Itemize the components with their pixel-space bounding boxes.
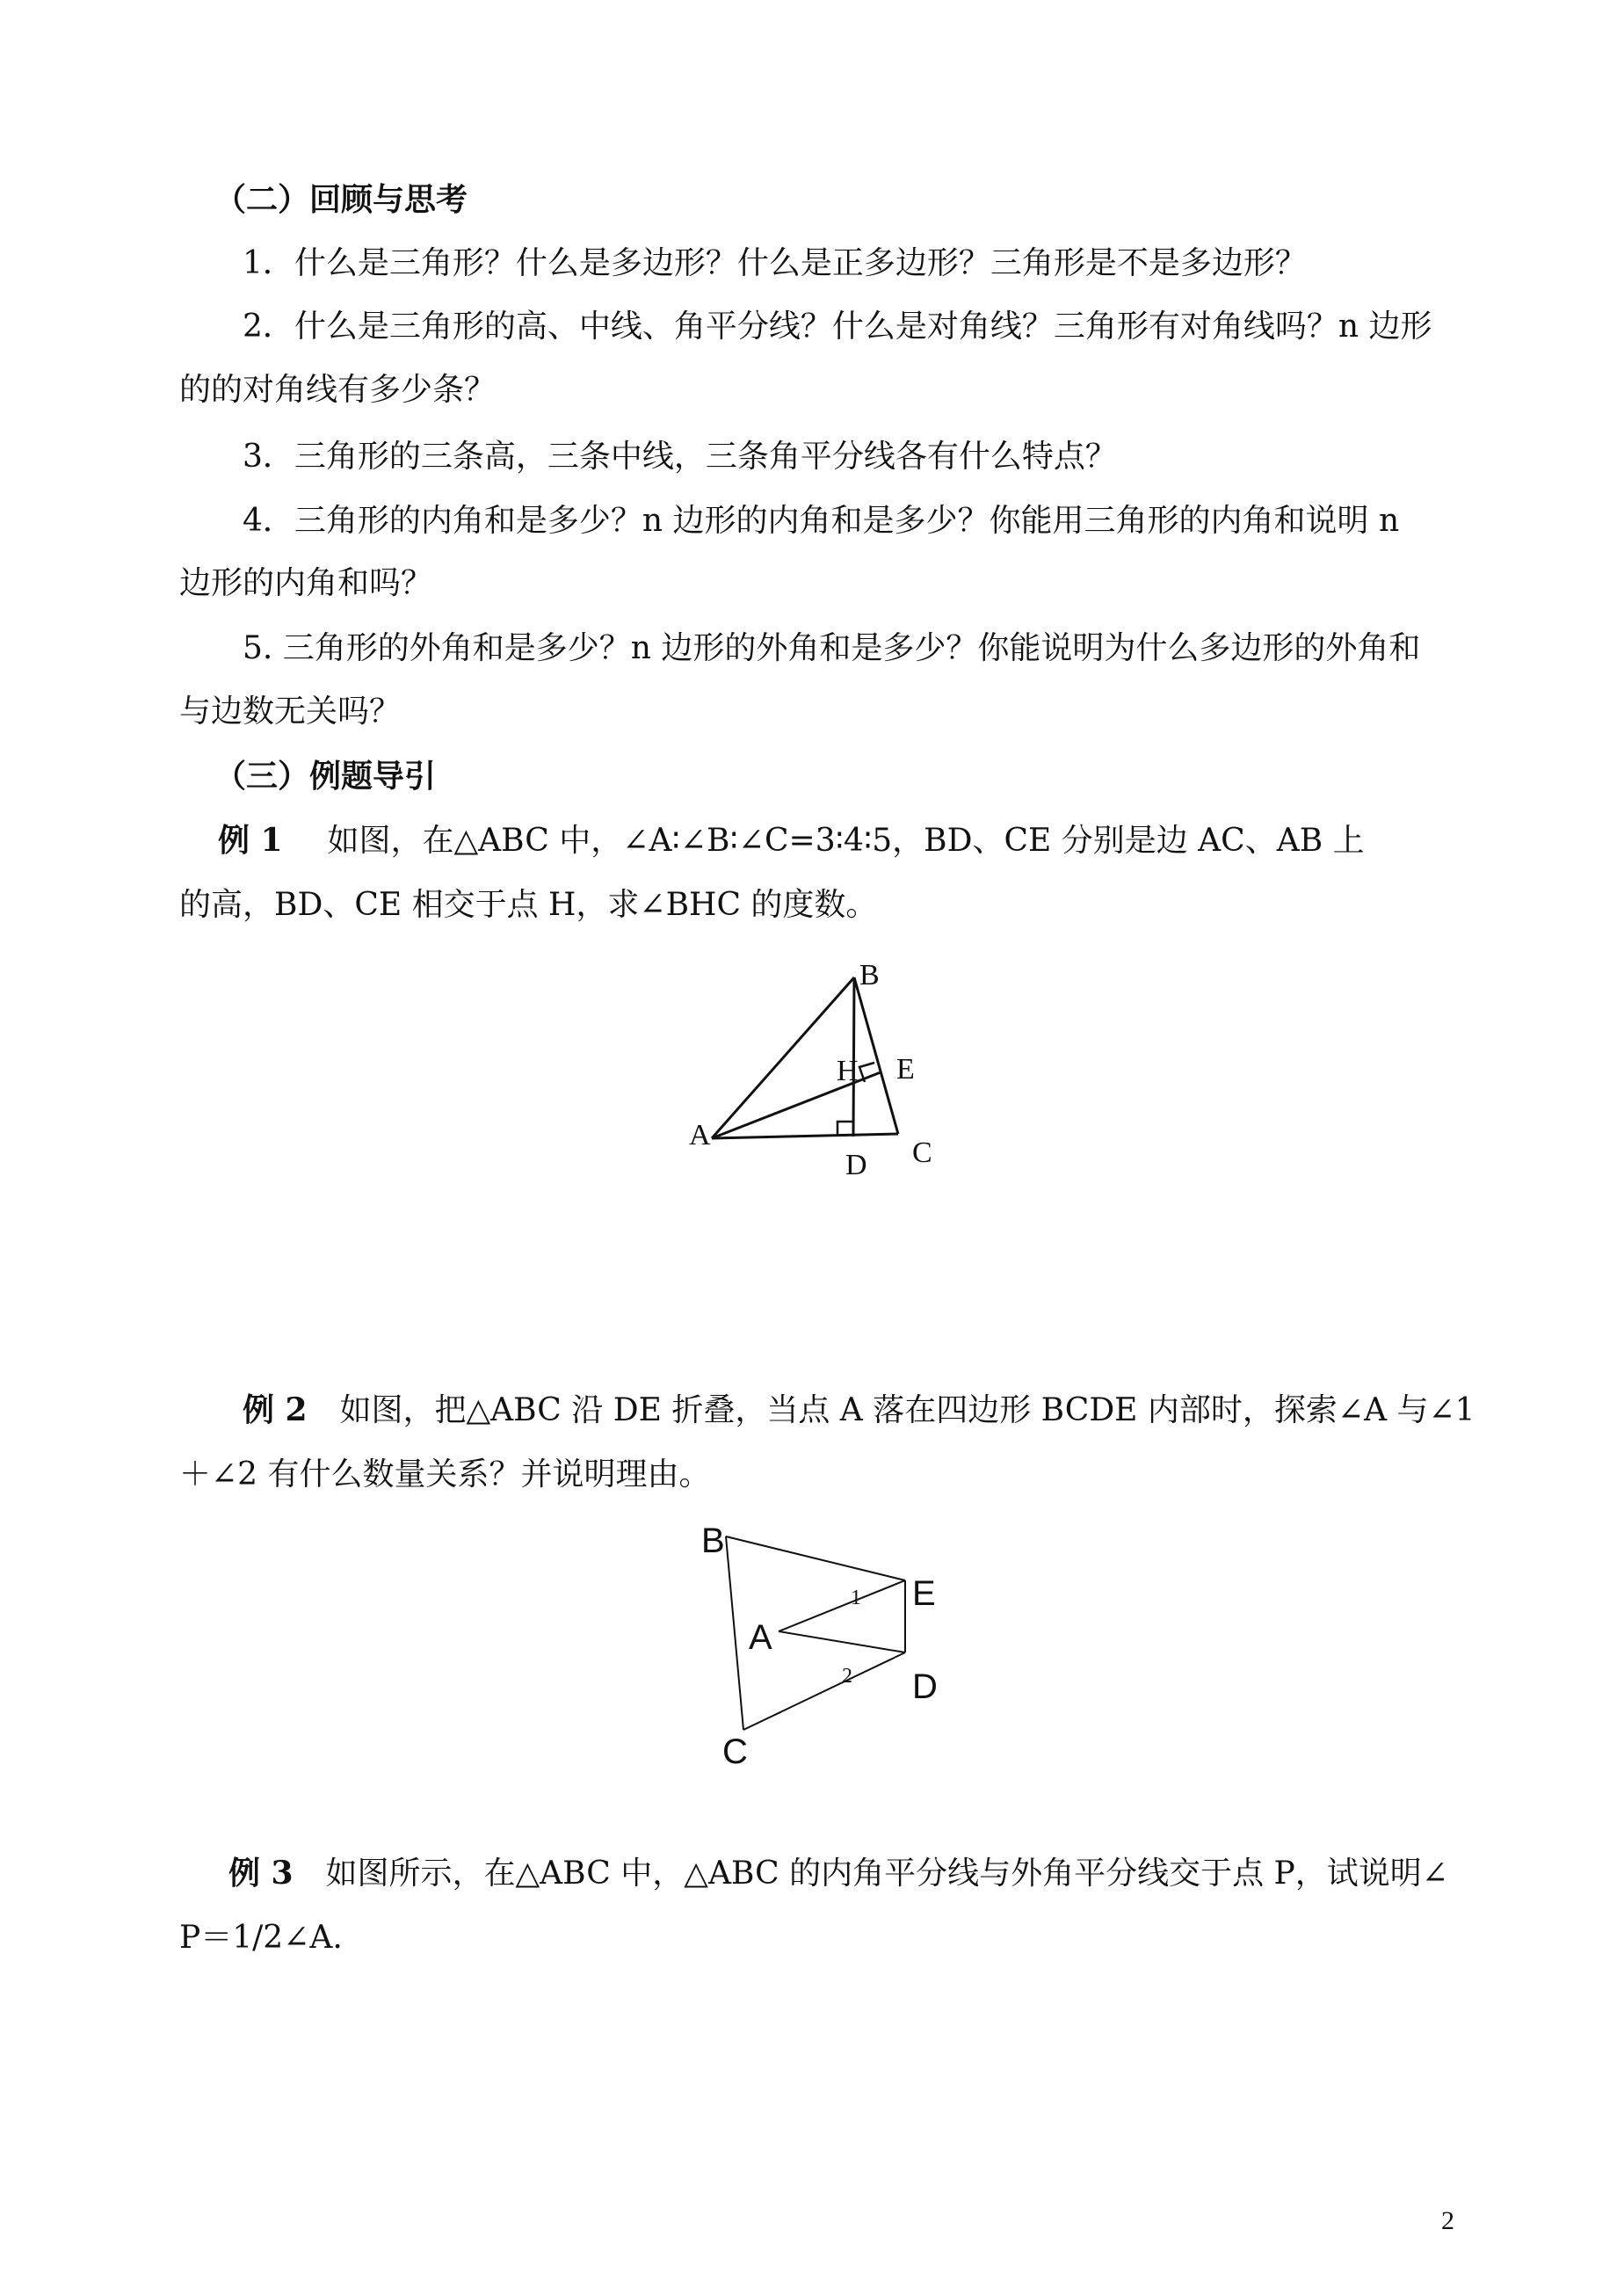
point-label-a: A [749, 1618, 772, 1657]
example-1-label: 例 1 [218, 822, 283, 859]
point-label-b: B [859, 959, 880, 991]
question-4-line-2: 边形的内角和吗？ [179, 565, 433, 601]
question-2-line-2: 的的对角线有多少条？ [179, 372, 497, 408]
segment-bc [854, 977, 898, 1134]
question-5-line-1: 5. 三角形的外角和是多少？n 边形的外角和是多少？你能说明为什么多边形的外角和 [243, 630, 1421, 666]
angle-label-2: 2 [842, 1665, 852, 1688]
point-label-b: B [701, 1522, 725, 1560]
point-label-h: H [837, 1055, 859, 1087]
question-1: 1．什么是三角形？什么是多边形？什么是正多边形？三角形是不是多边形？ [243, 245, 1307, 281]
angle-label-1: 1 [851, 1587, 861, 1609]
example-2-folding-figure [685, 1521, 967, 1784]
point-label-a: A [689, 1119, 711, 1151]
example-3-text-1: 如图所示，在△ABC 中，△ABC 的内角平分线与外角平分线交于点 P，试说明∠ [325, 1856, 1448, 1892]
example-2-line-1 [243, 1391, 1475, 1429]
example-1-line-1 [218, 822, 1365, 860]
point-label-e: E [896, 1053, 915, 1086]
example-3-line-2: P＝1/2∠A. [179, 1920, 343, 1956]
segment-ac [712, 1134, 898, 1138]
segment-ab [712, 977, 854, 1138]
example-3-line-1 [228, 1855, 1448, 1892]
segment-cb [726, 1536, 743, 1730]
example-2-label: 例 2 [243, 1391, 308, 1428]
example-1-triangle-figure [677, 958, 958, 1187]
segment-be [726, 1536, 905, 1580]
point-label-d: D [845, 1149, 867, 1181]
segment-ea [779, 1580, 905, 1631]
example-1-text-1: 如图，在△ABC 中，∠A∶∠B∶∠C=3∶4∶5，BD、CE 分别是边 AC、AB 上 [327, 823, 1365, 859]
segment-ad [779, 1631, 905, 1652]
question-3: 3．三角形的三条高，三条中线，三条角平分线各有什么特点？ [243, 439, 1117, 475]
section-heading-review: （二）回顾与思考 [214, 181, 468, 218]
segment-dc [743, 1652, 905, 1730]
example-2-line-2: ＋∠2 有什么数量关系？并说明理由。 [179, 1456, 711, 1492]
example-2-text-1: 如图，把△ABC 沿 DE 折叠，当点 A 落在四边形 BCDE 内部时，探索∠A 与∠1 [339, 1392, 1475, 1428]
point-label-e: E [912, 1574, 936, 1613]
section-heading-examples: （三）例题导引 [214, 758, 437, 795]
point-label-c: C [912, 1137, 932, 1169]
example-3-label: 例 3 [228, 1855, 294, 1892]
point-label-c: C [722, 1732, 748, 1771]
question-5-line-2: 与边数无关吗？ [179, 694, 402, 730]
question-2-line-1: 2．什么是三角形的高、中线、角平分线？什么是对角线？三角形有对角线吗？n 边形 [243, 309, 1432, 345]
page-number: 2 [1441, 2206, 1454, 2235]
example-1-line-2: 的高，BD、CE 相交于点 H，求∠BHC 的度数。 [179, 887, 878, 923]
point-label-d: D [912, 1667, 938, 1706]
question-4-line-1: 4．三角形的内角和是多少？n 边形的内角和是多少？你能用三角形的内角和说明 n [243, 503, 1400, 539]
